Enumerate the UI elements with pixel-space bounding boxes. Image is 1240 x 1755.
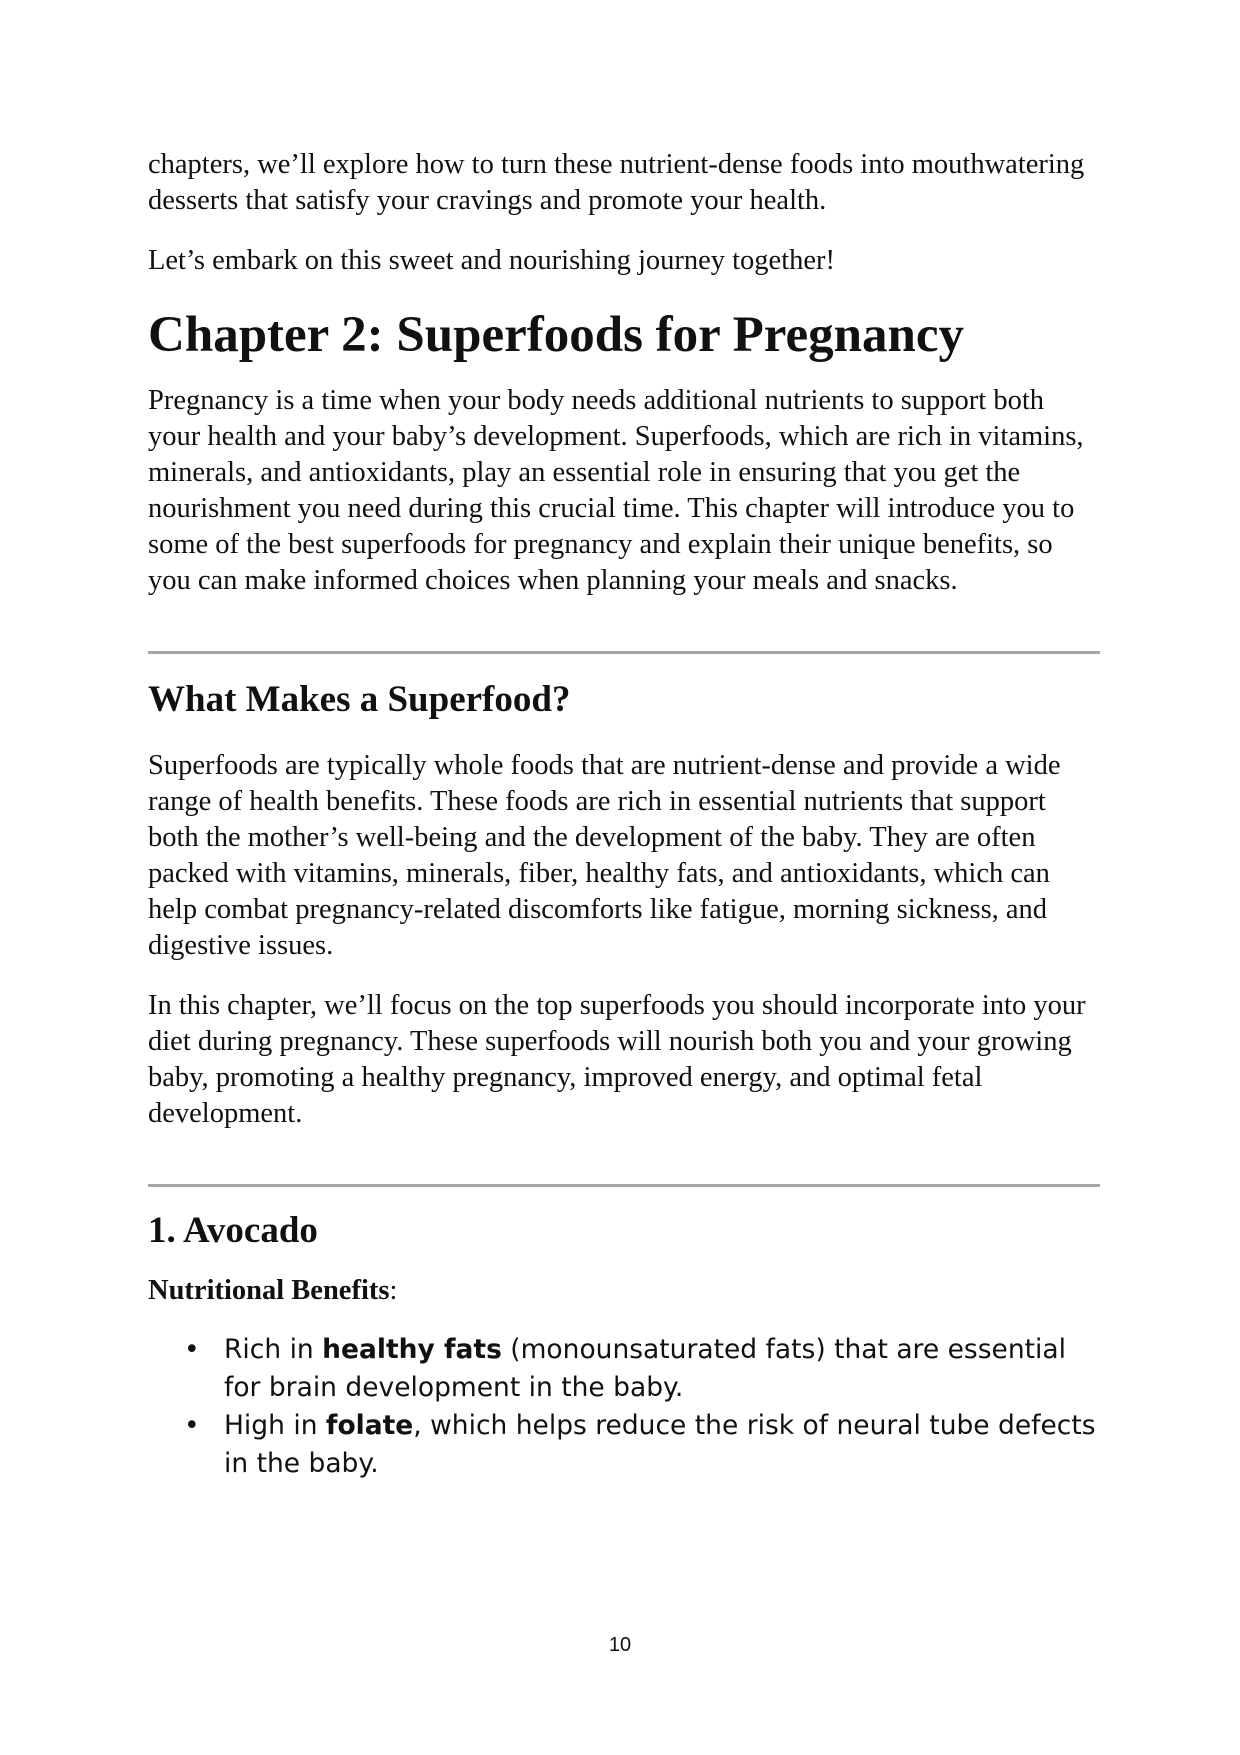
list-item-text-after: , which helps reduce the risk of neural tube defects in the baby. bbox=[224, 1410, 1096, 1479]
list-item-bold-text: healthy fats bbox=[322, 1334, 502, 1365]
benefits-label-colon: : bbox=[389, 1275, 398, 1306]
list-item-bold-text: folate bbox=[325, 1410, 414, 1441]
bullet-dot-icon: • bbox=[184, 1410, 200, 1441]
benefits-label bbox=[148, 1273, 1098, 1309]
page-number: 10 bbox=[608, 1634, 632, 1656]
superfood-paragraph-2: In this chapter, we’ll focus on the top superfoods you should incorporate into your diet during pregnancy. These superfoods will nourish both you and your growing baby, promoting a healthy pregnancy, improved energy, and optimal fetal development. bbox=[148, 990, 1086, 1129]
list-item bbox=[148, 1331, 1098, 1407]
chapter-title: Chapter 2: Superfoods for Pregnancy bbox=[148, 307, 964, 363]
benefits-list bbox=[148, 1331, 1098, 1483]
section-heading-superfood: What Makes a Superfood? bbox=[148, 679, 571, 720]
chapter-intro-paragraph: Pregnancy is a time when your body needs additional nutrients to support both your health and your baby’s development. Superfoods, which are rich in vitamins, minerals, and antioxidants, play an essential role in ensuring that you get the nourishment you need during this crucial time. This chapter will introduce you to some of the best superfoods for pregnancy and explain their unique benefits, so you can make informed choices when planning your meals and snacks. bbox=[148, 385, 1084, 596]
list-item bbox=[148, 1407, 1098, 1483]
document-page bbox=[148, 147, 1098, 1483]
list-item-text-after: (monounsaturated fats) that are essential for brain development in the baby. bbox=[224, 1334, 1066, 1403]
bullet-dot-icon: • bbox=[184, 1334, 200, 1365]
superfood-paragraph-1: Superfoods are typically whole foods that are nutrient-dense and provide a wide range of health benefits. These foods are rich in essential nutrients that support both the mother’s well-being and the development of the baby. They are often packed with vitamins, minerals, fiber, healthy fats, and antioxidants, which can help combat pregnancy-related discomforts like fatigue, morning sickness, and digestive issues. bbox=[148, 750, 1061, 961]
intro-paragraph-2: Let’s embark on this sweet and nourishing journey together! bbox=[148, 245, 836, 276]
intro-paragraph-1: chapters, we’ll explore how to turn these nutrient-dense foods into mouthwatering desserts that satisfy your cravings and promote your health. bbox=[148, 149, 1085, 216]
list-item-text-before: Rich in bbox=[224, 1334, 323, 1365]
section-heading-avocado: 1. Avocado bbox=[148, 1210, 318, 1251]
benefits-label-text: Nutritional Benefits bbox=[148, 1275, 390, 1306]
list-item-text-before: High in bbox=[224, 1410, 326, 1441]
